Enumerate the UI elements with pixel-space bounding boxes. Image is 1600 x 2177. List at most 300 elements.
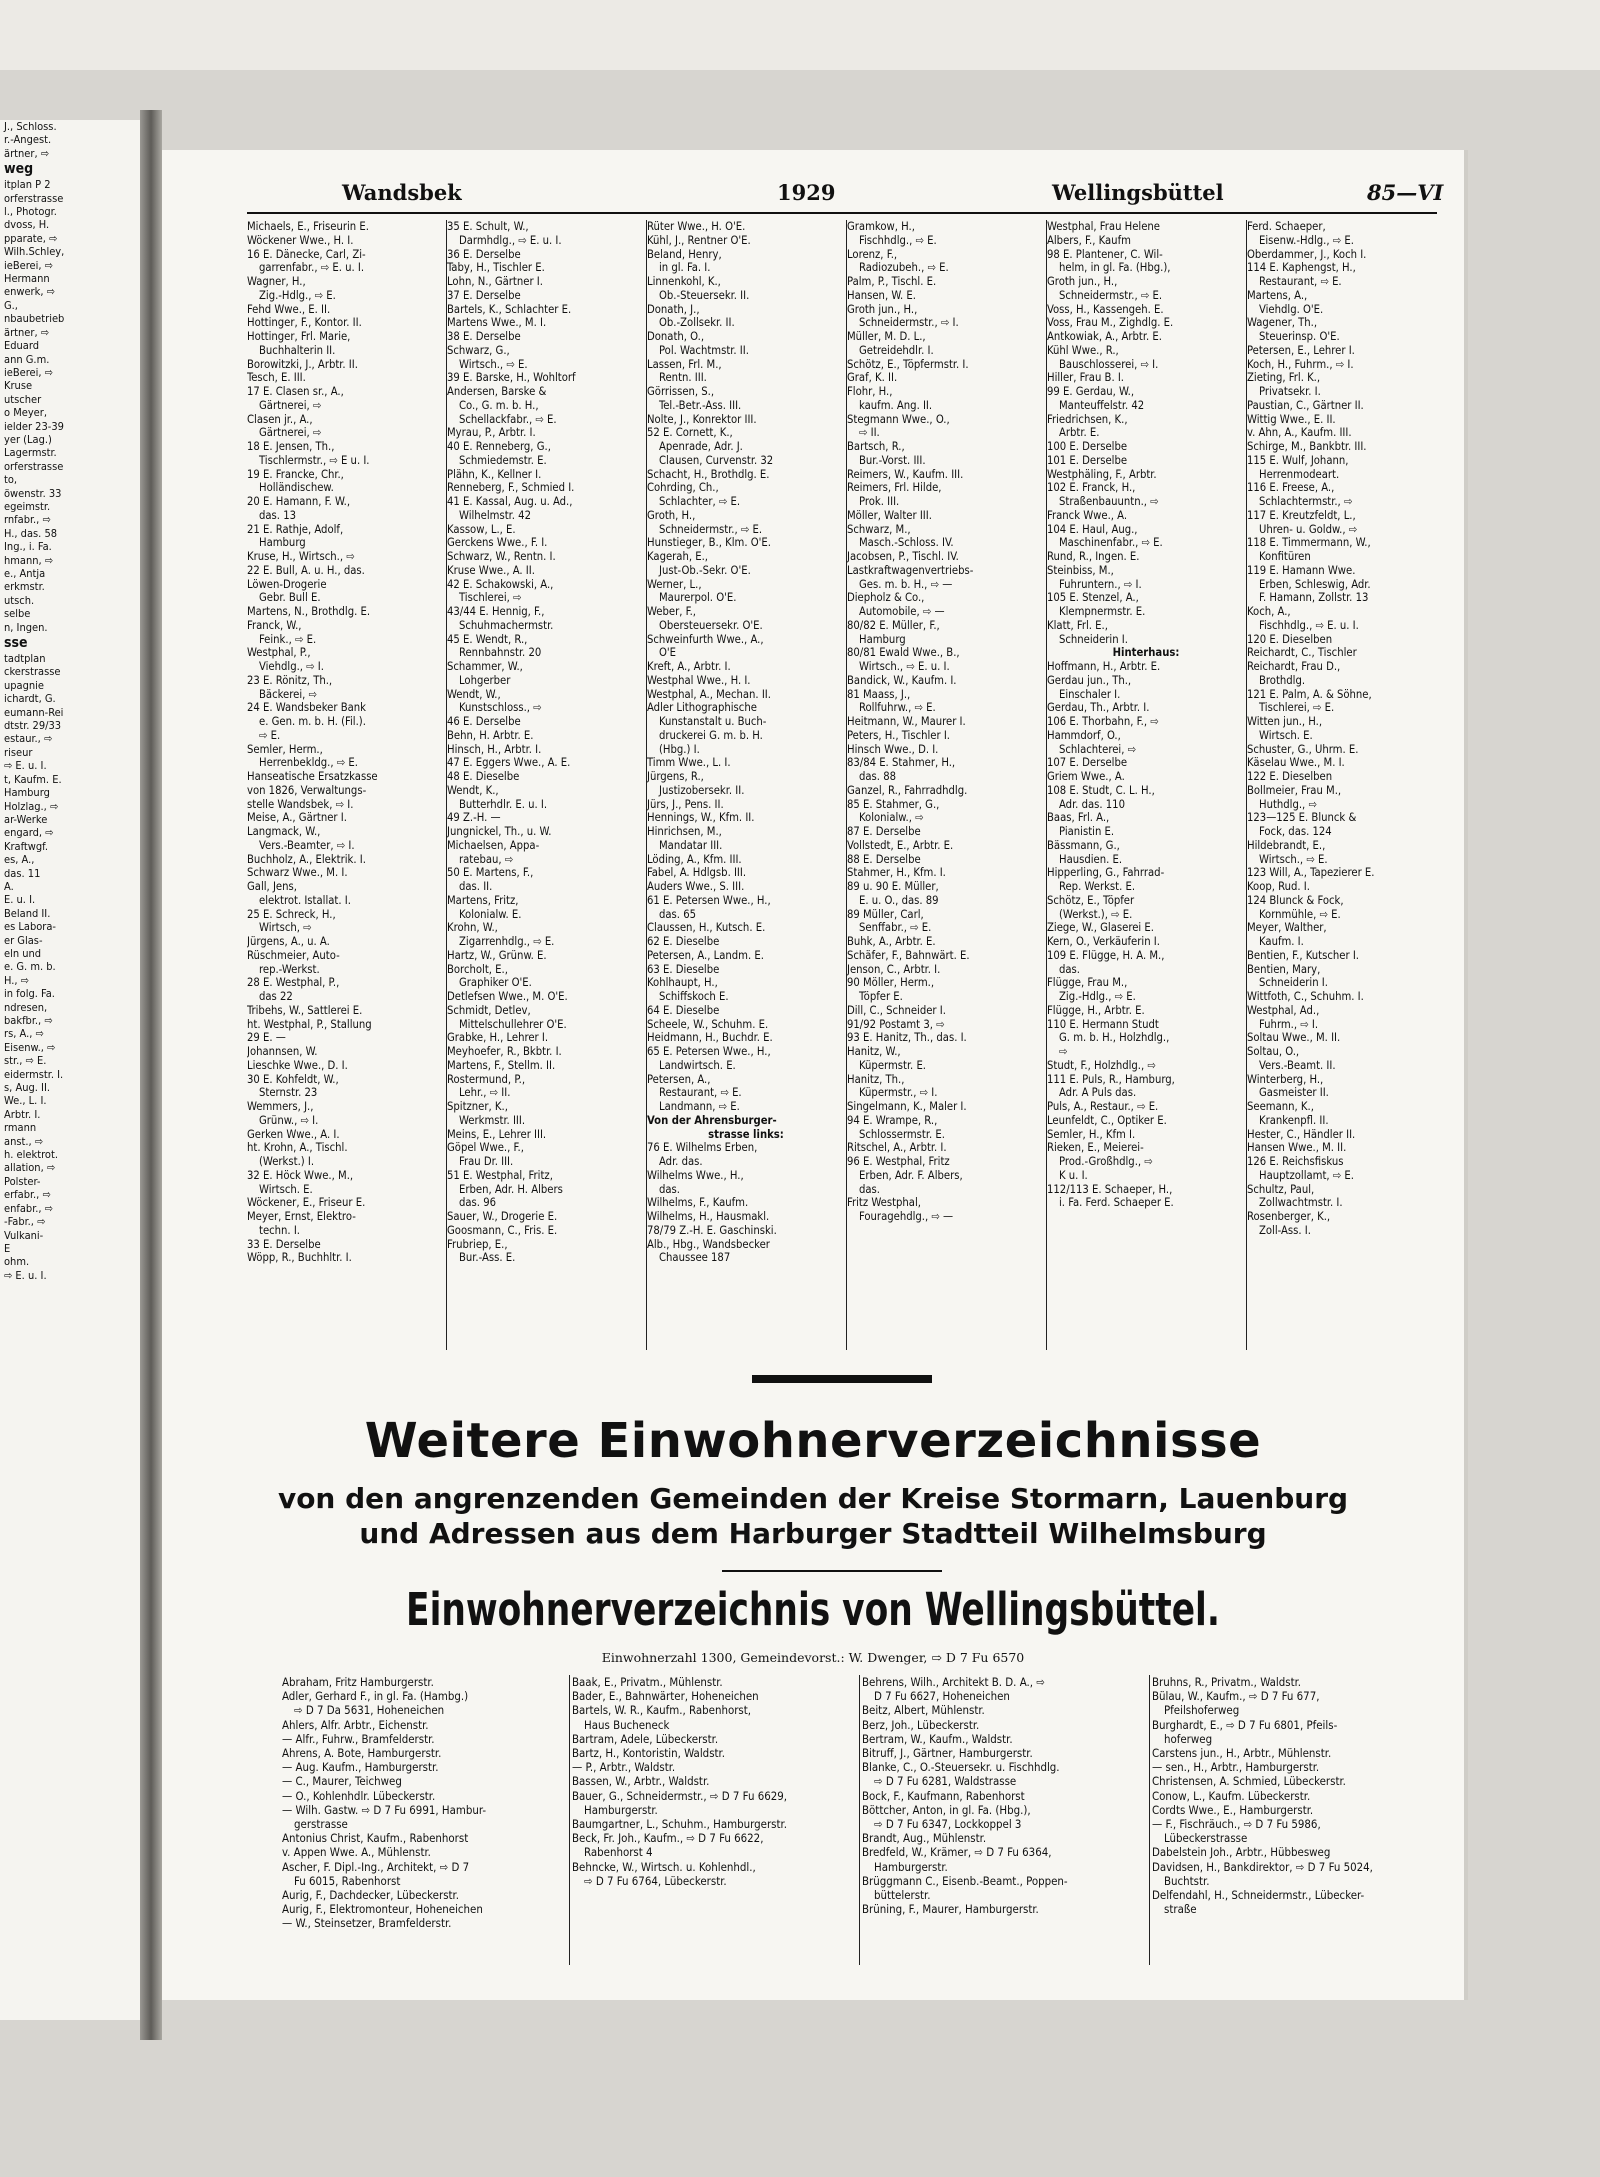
directory-entry-line: 120 E. Dieselben	[1247, 632, 1333, 646]
directory-entry-line: Wöpp, R., Buchhltr. I.	[247, 1251, 352, 1265]
directory-entry-line: Wilhelmstr. 42	[459, 508, 531, 522]
directory-entry-line: Christensen, A. Schmied, Lübeckerstr.	[1152, 1774, 1346, 1789]
directory-entry-line: Kern, O., Verkäuferin I.	[1047, 935, 1160, 948]
directory-entry-line: Hinsch, H., Arbtr. I.	[447, 742, 542, 756]
directory-entry-line: Gerken Wwe., A. I.	[247, 1127, 340, 1141]
left-page-line: utscher	[4, 392, 42, 406]
directory-entry-line: Winterberg, H.,	[1247, 1072, 1324, 1086]
directory-entry-line: Bock, F., Kaufmann, Rabenhorst	[862, 1788, 1025, 1803]
left-page-line: dtstr. 29/33	[4, 719, 62, 733]
directory-entry-line: Bentien, F., Kutscher I.	[1247, 948, 1359, 962]
directory-entry-line: Scheele, W., Schuhm. E.	[647, 1017, 769, 1031]
resident-column-4	[1152, 1675, 1438, 1975]
left-page-line: öwenstr. 33	[4, 486, 62, 500]
directory-entry-line: Behncke, W., Wirtsch. u. Kohlenhdl.,	[572, 1859, 756, 1874]
directory-entry-line: Detlefsen Wwe., M. O'E.	[447, 990, 568, 1003]
directory-entry-line: das.	[1059, 962, 1080, 976]
directory-entry-line: Hildebrandt, E.,	[1247, 838, 1326, 852]
directory-entry-line: Reichardt, Frau D.,	[1247, 660, 1341, 673]
left-page-line: dvoss, H.	[4, 218, 50, 232]
directory-entry-line: ht. Krohn, A., Tischl.	[247, 1141, 348, 1155]
header-rule	[247, 212, 1437, 214]
directory-entry-line: Antonius Christ, Kaufm., Rabenhorst	[282, 1831, 469, 1846]
directory-entry-line: Flügge, Frau M.,	[1047, 976, 1128, 990]
left-page-line: t, Kaufm. E.	[4, 772, 62, 786]
directory-entry-line: Rabenhorst 4	[584, 1845, 653, 1860]
directory-entry-line: Wöckener, E., Friseur E.	[247, 1196, 366, 1210]
directory-entry-line: 100 E. Derselbe	[1047, 440, 1128, 453]
directory-entry-line: Schlachter, ⇨ E.	[659, 495, 741, 508]
directory-entry-line: Schneidermstr., ⇨ E.	[659, 522, 763, 536]
directory-entry-line: Singelmann, K., Maler I.	[847, 1100, 967, 1113]
directory-entry-line: Ritschel, A., Arbtr. I.	[847, 1141, 947, 1155]
directory-entry-line: Radiozubeh., ⇨ E.	[859, 261, 949, 275]
directory-entry-line: Reimers, W., Kaufm. III.	[847, 467, 964, 481]
directory-entry-line: Rep. Werkst. E.	[1059, 880, 1136, 893]
directory-entry-line: Fu 6015, Rabenhorst	[294, 1873, 401, 1888]
directory-entry-line: Schultz, Paul,	[1247, 1182, 1315, 1196]
directory-entry-line: Schammer, W.,	[447, 660, 523, 673]
directory-entry-line: Cordts Wwe., E., Hamburgerstr.	[1152, 1802, 1314, 1817]
left-page-line: upagnie	[4, 678, 45, 692]
directory-entry-line: Erben, Adr. H. Albers	[459, 1182, 563, 1196]
directory-entry-line: G. m. b. H., Holzhdlg.,	[1059, 1031, 1170, 1045]
directory-entry-line: 40 E. Renneberg, G.,	[447, 440, 551, 453]
left-page-line: eidermstr. I.	[4, 1067, 64, 1081]
directory-entry-line: 83/84 E. Stahmer, H.,	[847, 756, 956, 770]
directory-entry-line: Schacht, H., Brothdlg. E.	[647, 467, 770, 481]
directory-entry-line: Wilhelms Wwe., H.,	[647, 1168, 744, 1182]
directory-entry-line: Bartels, W. R., Kaufm., Rabenhorst,	[572, 1703, 752, 1718]
directory-entry-line: Antkowiak, A., Arbtr. E.	[1047, 330, 1162, 343]
left-page-line: nbaubetrieb	[4, 312, 65, 326]
directory-entry-line: Löwen-Drogerie	[247, 577, 327, 591]
directory-entry-line: Baas, Frl. A.,	[1047, 811, 1110, 825]
directory-entry-line: 89 u. 90 E. Müller,	[847, 880, 939, 893]
directory-entry-line: Nolte, J., Konrektor III.	[647, 412, 757, 426]
directory-entry-line: Dill, C., Schneider I.	[847, 1003, 946, 1017]
section-title: Einwohnerverzeichnis von Wellingsbüttel.	[406, 1583, 1220, 1636]
directory-entry-line: strasse links:	[708, 1127, 784, 1141]
directory-entry-line: 62 E. Dieselbe	[647, 935, 720, 948]
directory-entry-line: Hamburg	[859, 632, 906, 646]
directory-entry-line: Adler, Gerhard F., in gl. Fa. (Hambg.)	[282, 1689, 469, 1704]
directory-entry-line: 52 E. Cornett, K.,	[647, 426, 733, 440]
directory-entry-line: Prod.-Großhdlg., ⇨	[1059, 1155, 1153, 1168]
directory-entry-line: Baak, E., Privatm., Mühlenstr.	[572, 1675, 723, 1689]
left-page-line: yer (Lag.)	[4, 432, 52, 446]
directory-entry-line: ⇨ D 7 Da 5631, Hoheneichen	[294, 1703, 445, 1718]
directory-entry-line: Jungnickel, Th., u. W.	[447, 825, 552, 838]
column-rule	[846, 220, 847, 1350]
directory-entry-line: 119 E. Hamann Wwe.	[1247, 563, 1356, 577]
directory-entry-line: Bader, E., Bahnwärter, Hoheneichen	[572, 1689, 759, 1704]
directory-entry-line: Rostermund, P.,	[447, 1072, 526, 1086]
directory-entry-line: Schlossermstr. E.	[859, 1127, 945, 1141]
left-page-line: h. elektrot.	[4, 1148, 58, 1162]
left-page-line: ärtner, ⇨	[4, 146, 50, 160]
left-page-line: We., L. I.	[4, 1094, 47, 1108]
directory-entry-line: Lohn, N., Gärtner I.	[447, 275, 543, 288]
directory-entry-line: 19 E. Francke, Chr.,	[247, 467, 344, 481]
directory-entry-line: Buchtstr.	[1164, 1873, 1210, 1888]
directory-entry-line: Schwarz, W., Rentn. I.	[447, 550, 556, 563]
directory-entry-line: Vers.-Beamter, ⇨ I.	[259, 838, 355, 852]
directory-entry-line: druckerei G. m. b. H.	[659, 728, 763, 742]
left-page-line: anst., ⇨	[4, 1134, 44, 1148]
directory-entry-line: Schlachterei, ⇨	[1059, 742, 1137, 756]
directory-entry-line: Grünw., ⇨ I.	[259, 1113, 319, 1127]
headline-line-2: und Adressen aus dem Harburger Stadtteil Wilhelmsburg	[359, 1517, 1267, 1550]
directory-entry-line: Seemann, K.,	[1247, 1100, 1314, 1113]
directory-entry-line: Koch, A.,	[1247, 605, 1291, 618]
section-separator	[752, 1375, 932, 1383]
column-rule	[646, 220, 647, 1350]
directory-entry-line: Adr. das. 110	[1059, 797, 1125, 811]
directory-entry-line: Westphäling, F., Arbtr.	[1047, 467, 1157, 481]
directory-entry-line: Kassow, L., E.	[447, 522, 516, 536]
directory-entry-line: stelle Wandsbek, ⇨ I.	[247, 797, 354, 811]
directory-entry-line: — Wilh. Gastw. ⇨ D 7 Fu 6991, Hambur-	[282, 1802, 487, 1817]
directory-entry-line: Blanke, C., O.-Steuersekr. u. Fischhdlg.	[862, 1760, 1060, 1775]
directory-entry-line: Schneidermstr., ⇨ I.	[859, 316, 959, 330]
left-page-line: l., Photogr.	[4, 205, 57, 219]
directory-entry-line: 65 E. Petersen Wwe., H.,	[647, 1045, 771, 1058]
directory-entry-line: Plähn, K., Kellner I.	[447, 467, 542, 481]
directory-entry-line: Schweinfurth Wwe., A.,	[647, 632, 764, 646]
directory-entry-line: Wittig Wwe., E. II.	[1247, 412, 1336, 426]
page-header	[162, 180, 1464, 210]
directory-entry-line: Einschaler I.	[1059, 687, 1121, 701]
street-column-2	[447, 220, 645, 1350]
directory-entry-line: Rennbahnstr. 20	[459, 646, 542, 660]
directory-entry-line: 46 E. Derselbe	[447, 715, 521, 728]
directory-entry-line: Hiller, Frau B. I.	[1047, 371, 1124, 385]
directory-entry-line: Apenrade, Adr. J.	[659, 440, 743, 453]
directory-entry-line: Petersen, A.,	[647, 1072, 711, 1086]
left-page-line: H., ⇨	[4, 973, 29, 987]
directory-entry-line: Krankenpfl. II.	[1259, 1113, 1329, 1127]
directory-entry-line: Bur.-Ass. E.	[459, 1251, 516, 1265]
directory-entry-line: Tischlerei, ⇨	[459, 591, 522, 605]
directory-entry-line: 38 E. Derselbe	[447, 330, 521, 343]
left-page-line: ar-Werke	[4, 812, 48, 826]
resident-column-2	[572, 1675, 858, 1975]
directory-entry-line: Langmack, W.,	[247, 825, 321, 838]
directory-entry-line: Mittelschullehrer O'E.	[459, 1017, 567, 1031]
directory-entry-line: Taby, H., Tischler E.	[447, 261, 545, 275]
directory-entry-line: Delfendahl, H., Schneidermstr., Lübecker-	[1152, 1888, 1365, 1903]
left-page-line: orferstrasse	[4, 459, 64, 473]
directory-entry-line: elektrot. Istallat. I.	[259, 893, 351, 907]
directory-entry-line: 49 Z.-H. —	[447, 811, 501, 825]
left-page-line: itplan P 2	[4, 178, 51, 192]
left-page-line: bakfbr., ⇨	[4, 1014, 53, 1027]
directory-entry-line: Soltau, O.,	[1247, 1045, 1300, 1058]
directory-entry-line: das 22	[259, 990, 293, 1003]
directory-entry-line: in gl. Fa. I.	[659, 261, 711, 275]
top-background	[0, 0, 1600, 70]
left-page-line: sse	[4, 635, 28, 652]
directory-entry-line: Viehdlg., ⇨ I.	[259, 660, 324, 673]
directory-entry-line: Rüter Wwe., H. O'E.	[647, 220, 746, 233]
directory-entry-line: Ascher, F. Dipl.-Ing., Architekt, ⇨ D 7	[282, 1859, 470, 1874]
left-page-line: enwerk, ⇨	[4, 285, 55, 299]
directory-entry-line: Claussen, H., Kutsch. E.	[647, 921, 766, 935]
directory-entry-line: Restaurant, ⇨ E.	[1259, 275, 1342, 288]
directory-entry-line: Bülau, W., Kaufm., ⇨ D 7 Fu 677,	[1152, 1689, 1320, 1704]
directory-entry-line: Rieken, E., Meierei-	[1047, 1141, 1144, 1155]
directory-entry-line: Martens, N., Brothdlg. E.	[247, 605, 371, 618]
directory-entry-line: Semler, Herm.,	[247, 742, 323, 756]
directory-entry-line: Schlachtermstr., ⇨	[1259, 495, 1353, 508]
directory-entry-line: (Werkst.) I.	[259, 1155, 315, 1168]
directory-entry-line: Brüggmann C., Eisenb.-Beamt., Poppen-	[862, 1873, 1068, 1888]
directory-entry-line: Feink., ⇨ E.	[259, 632, 317, 646]
left-page-line: engard, ⇨	[4, 826, 54, 840]
left-page-line: s, Aug. II.	[4, 1081, 51, 1095]
left-page-line: Arbtr. I.	[4, 1107, 41, 1121]
directory-entry-line: Witten jun., H.,	[1247, 715, 1323, 728]
directory-entry-line: Leunfeldt, C., Optiker E.	[1047, 1113, 1167, 1127]
directory-entry-line: garrenfabr., ⇨ E. u. I.	[259, 261, 365, 275]
directory-entry-line: Just-Ob.-Sekr. O'E.	[659, 563, 751, 577]
directory-entry-line: Meyer, Walther,	[1247, 921, 1327, 935]
directory-entry-line: Flügge, H., Arbtr. E.	[1047, 1003, 1145, 1017]
directory-entry-line: 43/44 E. Hennig, F.,	[447, 605, 545, 618]
directory-entry-line: Studt, F., Holzhdlg., ⇨	[1047, 1058, 1156, 1072]
directory-entry-line: Wirtsch. E.	[259, 1182, 313, 1196]
directory-entry-line: 99 E. Gerdau, W.,	[1047, 385, 1135, 398]
directory-entry-line: Donath, O.,	[647, 330, 705, 343]
directory-entry-line: 41 E. Kassal, Aug. u. Ad.,	[447, 495, 573, 508]
directory-entry-line: 81 Maass, J.,	[847, 687, 911, 701]
directory-entry-line: Kolonialw. E.	[459, 907, 522, 921]
directory-entry-line: Lorenz, F.,	[847, 247, 898, 261]
directory-entry-line: straße	[1164, 1902, 1197, 1917]
directory-entry-line: 102 E. Franck, H.,	[1047, 481, 1136, 495]
directory-entry-line: 76 E. Wilhelms Erben,	[647, 1141, 758, 1155]
directory-entry-line: Hottinger, F., Kontor. II.	[247, 316, 362, 330]
directory-entry-line: Koch, H., Fuhrm., ⇨ I.	[1247, 357, 1354, 371]
directory-entry-line: Westphal, A., Mechan. II.	[647, 687, 771, 701]
directory-entry-line: Hunstieger, B., Klm. O'E.	[647, 536, 771, 550]
directory-entry-line: helm, in gl. Fa. (Hbg.),	[1059, 261, 1171, 275]
directory-entry-line: Herrenmodeart.	[1259, 467, 1340, 481]
directory-entry-line: Palm, P., Tischl. E.	[847, 275, 937, 288]
directory-entry-line: Wirtsch. E.	[1259, 728, 1313, 742]
directory-entry-line: Voss, H., Kassengeh. E.	[1047, 302, 1164, 316]
directory-entry-line: Erben, Schleswig, Adr.	[1259, 577, 1371, 591]
directory-entry-line: 24 E. Wandsbeker Bank	[247, 701, 366, 715]
directory-entry-line: Linnenkohl, K.,	[647, 275, 721, 288]
directory-entry-line: Rüschmeier, Auto-	[247, 948, 340, 962]
left-page-line: ⇨ E. u. I.	[4, 1268, 47, 1282]
directory-entry-line: Wendt, K.,	[447, 783, 499, 797]
directory-entry-line: Martens, F., Stellm. II.	[447, 1058, 556, 1072]
directory-entry-line: Semler, H., Kfm I.	[1047, 1127, 1136, 1141]
directory-entry-line: Bauer, G., Schneidermstr., ⇨ D 7 Fu 6629,	[572, 1788, 788, 1803]
header-page-number: 85—VI	[1367, 180, 1444, 205]
directory-entry-line: 90 Möller, Herm.,	[847, 976, 935, 990]
directory-entry-line: Reimers, Frl. Hilde,	[847, 481, 942, 495]
directory-entry-line: 111 E. Puls, R., Hamburg,	[1047, 1072, 1175, 1086]
directory-entry-line: Graf, K. II.	[847, 371, 898, 385]
left-page-line: Kraftwgf.	[4, 839, 48, 853]
directory-entry-line: Sauer, W., Drogerie E.	[447, 1210, 558, 1223]
directory-entry-line: Hamburg	[259, 536, 306, 550]
directory-entry-line: 80/81 Ewald Wwe., B.,	[847, 646, 960, 660]
directory-entry-line: Soltau Wwe., M. II.	[1247, 1031, 1341, 1045]
directory-entry-line: Meise, A., Gärtner I.	[247, 811, 347, 825]
directory-entry-line: Hamburgerstr.	[874, 1859, 948, 1874]
directory-entry-line: 115 E. Wulf, Johann,	[1247, 453, 1349, 467]
directory-entry-line: Hanseatische Ersatzkasse	[247, 770, 378, 783]
directory-entry-line: 114 E. Kaphengst, H.,	[1247, 261, 1356, 275]
directory-entry-line: das.	[859, 1182, 880, 1196]
left-page-line: str., ⇨ E.	[4, 1054, 47, 1068]
directory-entry-line: 21 E. Rathje, Adolf,	[247, 522, 344, 536]
directory-entry-line: Schneidermstr., ⇨ E.	[1059, 288, 1163, 302]
directory-entry-line: Davidsen, H., Bankdirektor, ⇨ D 7 Fu 5024,	[1152, 1859, 1373, 1874]
left-page-line: Holzlag., ⇨	[4, 799, 59, 813]
directory-entry-line: techn. I.	[259, 1223, 300, 1237]
directory-entry-line: Privatsekr. I.	[1259, 385, 1321, 398]
directory-entry-line: 126 E. Reichsfiskus	[1247, 1155, 1344, 1168]
directory-entry-line: Tribehs, W., Sattlerei E.	[247, 1003, 363, 1017]
directory-entry-line: Schötz, E., Töpfermstr. I.	[847, 357, 969, 371]
directory-entry-line: 28 E. Westphal, P.,	[247, 976, 340, 990]
directory-entry-line: Westphal, Frau Helene	[1047, 220, 1160, 233]
left-page-line: egeimstr.	[4, 499, 51, 513]
directory-entry-line: Gerckens Wwe., F. I.	[447, 536, 548, 550]
directory-entry-line: Hoffmann, H., Arbtr. E.	[1047, 660, 1161, 673]
directory-entry-line: Zollwachtmstr. I.	[1259, 1196, 1343, 1210]
directory-entry-line: Hennings, W., Kfm. II.	[647, 811, 755, 825]
directory-entry-line: Brüning, F., Maurer, Hamburgerstr.	[862, 1902, 1039, 1917]
directory-entry-line: 50 E. Martens, F.,	[447, 866, 534, 880]
left-page-line: n, Ingen.	[4, 620, 48, 634]
directory-entry-line: Bartels, K., Schlachter E.	[447, 302, 572, 316]
directory-entry-line: Kreft, A., Arbtr. I.	[647, 660, 731, 673]
directory-entry-line: ⇨ D 7 Fu 6347, Lockkoppel 3	[874, 1817, 1022, 1832]
directory-entry-line: Behrens, Wilh., Architekt B. D. A., ⇨	[862, 1675, 1045, 1689]
directory-entry-line: Clasen jr., A.,	[247, 412, 313, 426]
headline-title: Weitere Einwohnerverzeichnisse	[364, 1413, 1262, 1469]
left-page-line: tadtplan	[4, 652, 46, 666]
directory-entry-line: Chaussee 187	[659, 1251, 731, 1265]
directory-entry-line: 124 Blunck & Fock,	[1247, 893, 1344, 907]
directory-entry-line: Paustian, C., Gärtner II.	[1247, 398, 1364, 412]
directory-entry-line: Dabelstein Joh., Arbtr., Hübbesweg	[1152, 1845, 1331, 1860]
left-page-line: Hamburg	[4, 786, 50, 800]
directory-entry-line: D 7 Fu 6627, Hoheneichen	[874, 1689, 1010, 1704]
left-page-line: G.,	[4, 298, 18, 312]
left-page-line: -Fabr., ⇨	[4, 1215, 46, 1229]
left-page-line: ohm.	[4, 1255, 30, 1269]
left-page-line: ieBerei, ⇨	[4, 258, 53, 272]
directory-entry-line: Obersteuersekr. O'E.	[659, 618, 763, 632]
left-page-line: o Meyer,	[4, 406, 47, 420]
directory-entry-line: Rollfuhrw., ⇨ E.	[859, 701, 936, 715]
directory-entry-line: Zoll-Ass. I.	[1259, 1223, 1311, 1237]
left-page-line: riseur	[4, 745, 33, 759]
directory-entry-line: Schmiedemstr. E.	[459, 453, 547, 467]
directory-entry-line: Jürs, J., Pens. II.	[647, 797, 724, 811]
directory-entry-line: Lehr., ⇨ II.	[459, 1086, 511, 1100]
directory-entry-line: Borowitzki, J., Arbtr. II.	[247, 357, 358, 371]
directory-entry-line: Gärtnerei, ⇨	[259, 398, 322, 412]
directory-entry-line: Ob.-Steuersekr. II.	[659, 288, 750, 302]
directory-entry-line: Diepholz & Co.,	[847, 591, 925, 605]
directory-entry-line: 51 E. Westphal, Fritz,	[447, 1168, 553, 1182]
left-page-line: in folg. Fa.	[4, 987, 55, 1001]
directory-entry-line: Frubriep, E.,	[447, 1237, 508, 1251]
street-column-3	[647, 220, 845, 1350]
directory-entry-line: Hanitz, W.,	[847, 1045, 901, 1058]
directory-entry-line: Lübeckerstrasse	[1164, 1831, 1248, 1846]
directory-entry-line: Westphal, P.,	[247, 646, 311, 660]
directory-entry-line: K u. I.	[1059, 1168, 1088, 1182]
directory-entry-line: Franck, W.,	[247, 618, 302, 632]
directory-entry-line: Martens, A.,	[1247, 288, 1308, 302]
directory-entry-line: Bitruff, J., Gärtner, Hamburgerstr.	[862, 1746, 1033, 1761]
directory-entry-line: Görrissen, S.,	[647, 385, 715, 398]
directory-entry-line: ⇨ D 7 Fu 6764, Lübeckerstr.	[584, 1873, 727, 1888]
directory-entry-line: Bur.-Vorst. III.	[859, 453, 926, 467]
directory-entry-line: Hinterhaus:	[1112, 646, 1180, 660]
directory-entry-line: Heitmann, W., Maurer I.	[847, 715, 966, 728]
directory-entry-line: Viehdlg. O'E.	[1259, 302, 1324, 316]
directory-entry-line: Hausdien. E.	[1059, 852, 1123, 866]
street-column-4	[847, 220, 1045, 1350]
directory-entry-line: Gramkow, H.,	[847, 220, 915, 233]
directory-entry-line: Tischlermstr., ⇨ E u. I.	[259, 453, 370, 467]
directory-entry-line: 78/79 Z.-H. E. Gaschinski.	[647, 1223, 777, 1237]
directory-entry-line: Buchhalterin II.	[259, 343, 336, 357]
directory-entry-line: Justizobersekr. II.	[659, 783, 745, 797]
header-year: 1929	[777, 180, 836, 205]
left-page-line: rs, A., ⇨	[4, 1027, 44, 1041]
directory-entry-line: 22 E. Bull, A. u. H., das.	[247, 563, 365, 577]
directory-entry-line: Ahrens, A. Bote, Hamburgerstr.	[282, 1746, 442, 1761]
left-page-line: estaur., ⇨	[4, 732, 53, 746]
directory-entry-line: 25 E. Schreck, H.,	[247, 907, 336, 921]
directory-entry-line: Frau Dr. III.	[459, 1155, 514, 1168]
directory-entry-line: Wagener, Th.,	[1247, 316, 1318, 330]
directory-entry-line: Bruhns, R., Privatm., Waldstr.	[1152, 1675, 1301, 1689]
directory-entry-line: Berz, Joh., Lübeckerstr.	[862, 1717, 980, 1732]
left-page-line: r.-Angest.	[4, 133, 52, 147]
headline-rule	[722, 1570, 942, 1572]
directory-entry-line: Wendt, W.,	[447, 687, 501, 701]
left-page-line: E. u. I.	[4, 893, 36, 907]
directory-entry-line: Johannsen, W.	[247, 1045, 318, 1058]
directory-entry-line: 87 E. Derselbe	[847, 825, 921, 838]
left-page-line: ielder 23-39	[4, 419, 64, 433]
directory-entry-line: Zigarrenhdlg., ⇨ E.	[459, 935, 555, 948]
directory-entry-line: Küpermstr. E.	[859, 1058, 926, 1072]
directory-entry-line: Rund, R., Ingen. E.	[1047, 550, 1140, 563]
directory-entry-line: 110 E. Hermann Studt	[1047, 1017, 1159, 1031]
directory-entry-line: Hipperling, G., Fahrrad-	[1047, 866, 1165, 880]
directory-entry-line: Fabel, A. Hdlgsb. III.	[647, 866, 747, 880]
directory-entry-line: Bredfeld, W., Krämer, ⇨ D 7 Fu 6364,	[862, 1845, 1052, 1860]
directory-entry-line: Lastkraftwagenvertriebs-	[847, 563, 974, 577]
directory-entry-line: Albers, F., Kaufm	[1047, 233, 1131, 247]
directory-entry-line: Jürgens, R.,	[647, 770, 704, 783]
directory-entry-line: Kunstanstalt u. Buch-	[659, 715, 767, 728]
